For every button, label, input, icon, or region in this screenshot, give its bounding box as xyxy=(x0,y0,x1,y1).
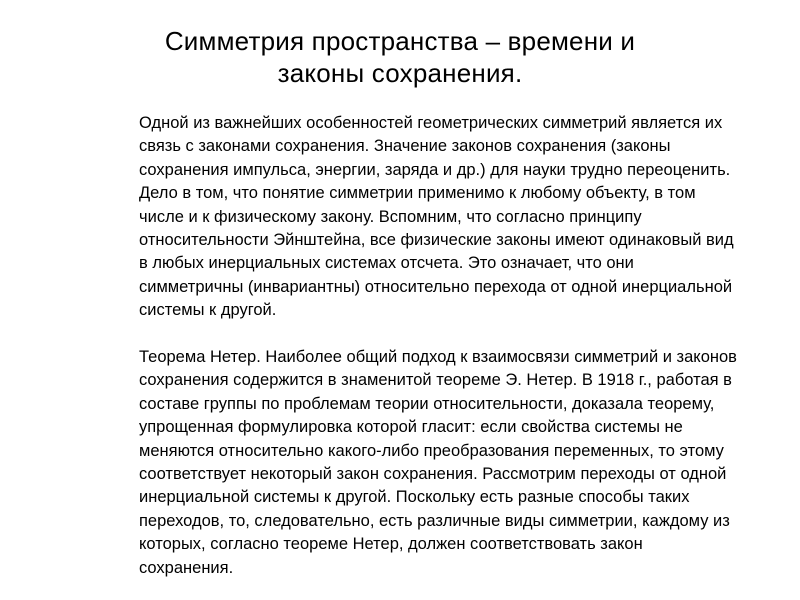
text-line: относительности Эйнштейна, все физические законы имеют одинаковый вид xyxy=(139,230,734,249)
text-line: числе и к физическому закону. Вспомним, что согласно принципу xyxy=(139,207,642,226)
text-line: Одной из важнейших особенностей геометрических симметрий является их xyxy=(139,114,723,132)
title-line: Симметрия пространства – времени и xyxy=(164,26,636,56)
text-line: инерциальной системы к другой. Поскольку есть разные способы таких xyxy=(139,488,690,507)
text-line: симметричны (инвариантны) относительно перехода от одной инерциальной xyxy=(139,277,733,296)
paragraph-noether-theorem xyxy=(139,346,759,580)
text-line: Дело в том, что понятие симметрии применимо к любому объекту, в том xyxy=(139,184,696,203)
text-line: связь с законами сохранения. Значение законов сохранения (законы xyxy=(139,137,671,156)
text-line: в любых инерциальных системах отсчета. Это означает, что они xyxy=(139,254,634,273)
title-line: законы сохранения. xyxy=(277,58,523,88)
paragraph-symmetry-conservation xyxy=(139,112,759,323)
text-line: переходов, то, следовательно, есть различные виды симметрии, каждому из xyxy=(139,511,730,530)
text-line: Теорема Нетер. Наиболее общий подход к взаимосвязи симметрий и законов xyxy=(139,348,737,366)
text-line: составе группы по проблемам теории относительности, доказала теорему, xyxy=(139,394,715,413)
text-line: которых, согласно теореме Нетер, должен соответствовать закон xyxy=(139,535,643,554)
text-line: соответствует некоторый закон сохранения. Рассмотрим переходы от одной xyxy=(139,464,727,483)
text-line: сохранения импульса, энергии, заряда и др.) для науки трудно переоценить. xyxy=(139,160,731,179)
text-line: сохранения содержится в знаменитой теореме Э. Нетер. В 1918 г., работая в xyxy=(139,371,732,390)
text-line: упрощенная формулировка которой гласит: если свойства системы не xyxy=(139,418,683,437)
slide-title xyxy=(0,25,800,89)
text-line: меняются относительно какого-либо преобразования переменных, то этому xyxy=(139,441,724,460)
text-line: сохранения. xyxy=(139,558,234,577)
text-line: системы к другой. xyxy=(139,301,277,320)
